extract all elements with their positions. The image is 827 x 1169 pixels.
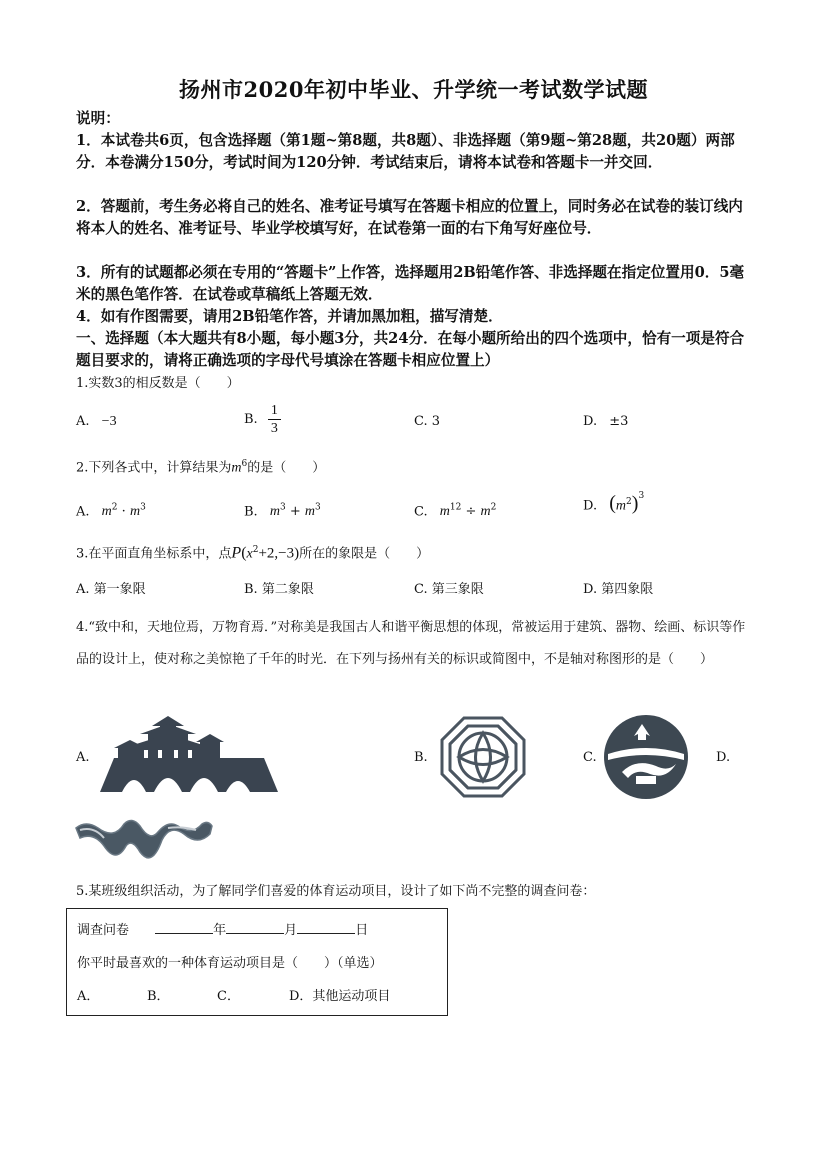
question-4-stem: 4.“致中和，天地位焉，万物育焉．”对称美是我国古人和谐平衡思想的体现，常被运用于建筑、器物、绘画、标识等作品的设计上，使对称之美惊艳了千年的时光．在下列与扬州有关的标识或简图中，不是轴对称图形的是（ ） bbox=[76, 620, 746, 667]
option-value: −3 bbox=[101, 414, 117, 429]
round-emblem-figure bbox=[600, 714, 692, 800]
question-1-stem: 1.实数3的相反数是（ ） bbox=[76, 376, 240, 391]
lattice-window-figure bbox=[440, 716, 526, 798]
question-3-stem bbox=[76, 540, 756, 564]
month-label: 月 bbox=[284, 923, 298, 938]
stem-text: 3.在平面直角坐标系中，点 bbox=[76, 546, 232, 562]
day-blank bbox=[297, 921, 355, 934]
math-exp: 3 bbox=[140, 503, 146, 513]
fraction-denominator: 3 bbox=[270, 421, 278, 436]
option-label: D. bbox=[583, 414, 598, 429]
math-text: ( bbox=[241, 544, 247, 562]
stem-text: 2.下列各式中，计算结果为 bbox=[76, 460, 232, 476]
survey-option-c: C． bbox=[217, 989, 240, 1004]
stem-text: 的是（ ） bbox=[247, 460, 326, 476]
month-blank bbox=[226, 921, 284, 934]
fraction-numerator: 1 bbox=[268, 402, 281, 420]
page-title: 扬州市2020年初中毕业、升学统一考试数学试题 bbox=[179, 77, 648, 102]
option-label: B. bbox=[244, 412, 258, 427]
survey-option-b: B． bbox=[147, 989, 170, 1004]
close-paren: ) bbox=[631, 492, 639, 515]
q4-option-b-label: B. bbox=[414, 750, 428, 765]
fraction bbox=[268, 402, 281, 437]
option-value: 3 bbox=[431, 414, 441, 429]
math-op: · bbox=[121, 504, 126, 520]
q3-option-c: C. 第三象限 bbox=[414, 582, 484, 597]
q1-option-a bbox=[76, 412, 117, 432]
question-5-stem: 5.某班级组织活动，为了解同学们喜爱的体育运动项目，设计了如下尚不完整的调查问卷： bbox=[76, 884, 596, 899]
q3-option-b: B. 第二象限 bbox=[244, 582, 314, 597]
option-expr bbox=[440, 504, 497, 519]
instruction-4: 4．如有作图需要，请用2B铅笔作答，并请加黑加粗，描写清楚． bbox=[76, 308, 503, 325]
option-label: D. bbox=[583, 498, 598, 514]
survey-option-d: D．其他运动项目 bbox=[289, 989, 391, 1004]
math-var: m bbox=[231, 460, 242, 476]
q2-option-c bbox=[414, 498, 496, 522]
math-var: m bbox=[480, 504, 491, 520]
survey-question: 你平时最喜欢的一种体育运动项目是（ ）（单选） bbox=[77, 956, 383, 971]
math-var: m bbox=[101, 504, 112, 520]
survey-option-a: A． bbox=[77, 989, 100, 1004]
option-expr bbox=[102, 504, 146, 519]
math-exp: 2 bbox=[626, 497, 632, 507]
option-label: C. bbox=[414, 504, 428, 520]
math-op: + bbox=[289, 504, 301, 520]
math-exp: 12 bbox=[449, 503, 462, 513]
year-label: 年 bbox=[213, 923, 227, 938]
stem-text: 所在的象限是（ ） bbox=[299, 546, 430, 562]
math-var: m bbox=[615, 498, 627, 514]
survey-title: 调查问卷 bbox=[77, 923, 130, 938]
option-label: A. bbox=[76, 414, 90, 429]
math-var: P bbox=[231, 544, 242, 562]
wavy-river-figure bbox=[74, 816, 214, 872]
pavilion-bridge-figure bbox=[100, 712, 278, 794]
survey-box bbox=[66, 908, 448, 1016]
question-2-stem bbox=[76, 454, 756, 478]
q1-option-b bbox=[244, 402, 281, 437]
option-label: B. bbox=[244, 504, 258, 520]
option-label: C. bbox=[414, 414, 428, 429]
math-var: m bbox=[304, 504, 315, 520]
math-var: x bbox=[246, 546, 253, 562]
instruction-1: 1．本试卷共6页，包含选择题（第1题~第8题，共8题）、非选择题（第9题~第28题，共20题）两部分．本卷满分150分，考试时间为120分钟．考试结束后，请将本试卷和答题卡一并交回． bbox=[76, 132, 735, 171]
section-heading: 一、选择题（本大题共有8小题，每小题3分，共24分．在每小题所给出的四个选项中，恰有一项是符合题目要求的，请将正确选项的字母代号填涂在答题卡相应位置上） bbox=[76, 330, 745, 369]
math-var: m bbox=[439, 504, 450, 520]
option-value: ±3 bbox=[609, 414, 629, 429]
math-text: +2,−3) bbox=[258, 545, 300, 562]
math-exp: 6 bbox=[241, 459, 248, 469]
math-exp: 3 bbox=[638, 491, 645, 501]
q1-option-d bbox=[583, 412, 628, 432]
instruction-3: 3．所有的试题都必须在专用的“答题卡”上作答，选择题用2B铅笔作答、非选择题在指定位置用0．5毫米的黑色笔作答．在试卷或草稿纸上答题无效． bbox=[76, 264, 745, 303]
year-blank bbox=[155, 921, 213, 934]
math-var: m bbox=[129, 504, 141, 520]
math-exp: 2 bbox=[490, 503, 497, 513]
instruction-2: 2．答题前，考生务必将自己的姓名、准考证号填写在答题卡相应的位置上，同时务必在试卷的装订线内将本人的姓名、准考证号、毕业学校填写好，在试卷第一面的右下角写好座位号． bbox=[76, 198, 743, 237]
q3-option-d: D. 第四象限 bbox=[583, 582, 654, 597]
math-exp: 3 bbox=[315, 503, 321, 513]
math-op: ÷ bbox=[465, 504, 477, 520]
q4-option-a-label: A. bbox=[76, 750, 90, 765]
math-exp: 2 bbox=[111, 503, 118, 513]
q2-option-a bbox=[76, 498, 146, 522]
q4-option-c-label: C. bbox=[583, 750, 597, 765]
math-exp: 2 bbox=[252, 545, 259, 555]
day-label: 日 bbox=[355, 923, 369, 938]
option-label: A. bbox=[76, 504, 90, 520]
open-paren: ( bbox=[609, 492, 616, 515]
q1-option-c bbox=[414, 412, 440, 432]
option-expr bbox=[270, 504, 321, 519]
math-exp: 3 bbox=[279, 503, 286, 513]
q2-option-b bbox=[244, 498, 321, 522]
math-var: m bbox=[269, 504, 280, 520]
q2-option-d bbox=[583, 492, 644, 516]
survey-header bbox=[77, 921, 368, 941]
q4-option-d-label: D. bbox=[716, 750, 731, 765]
q3-option-a: A. 第一象限 bbox=[76, 582, 146, 597]
instructions-heading: 说明： bbox=[76, 110, 120, 127]
